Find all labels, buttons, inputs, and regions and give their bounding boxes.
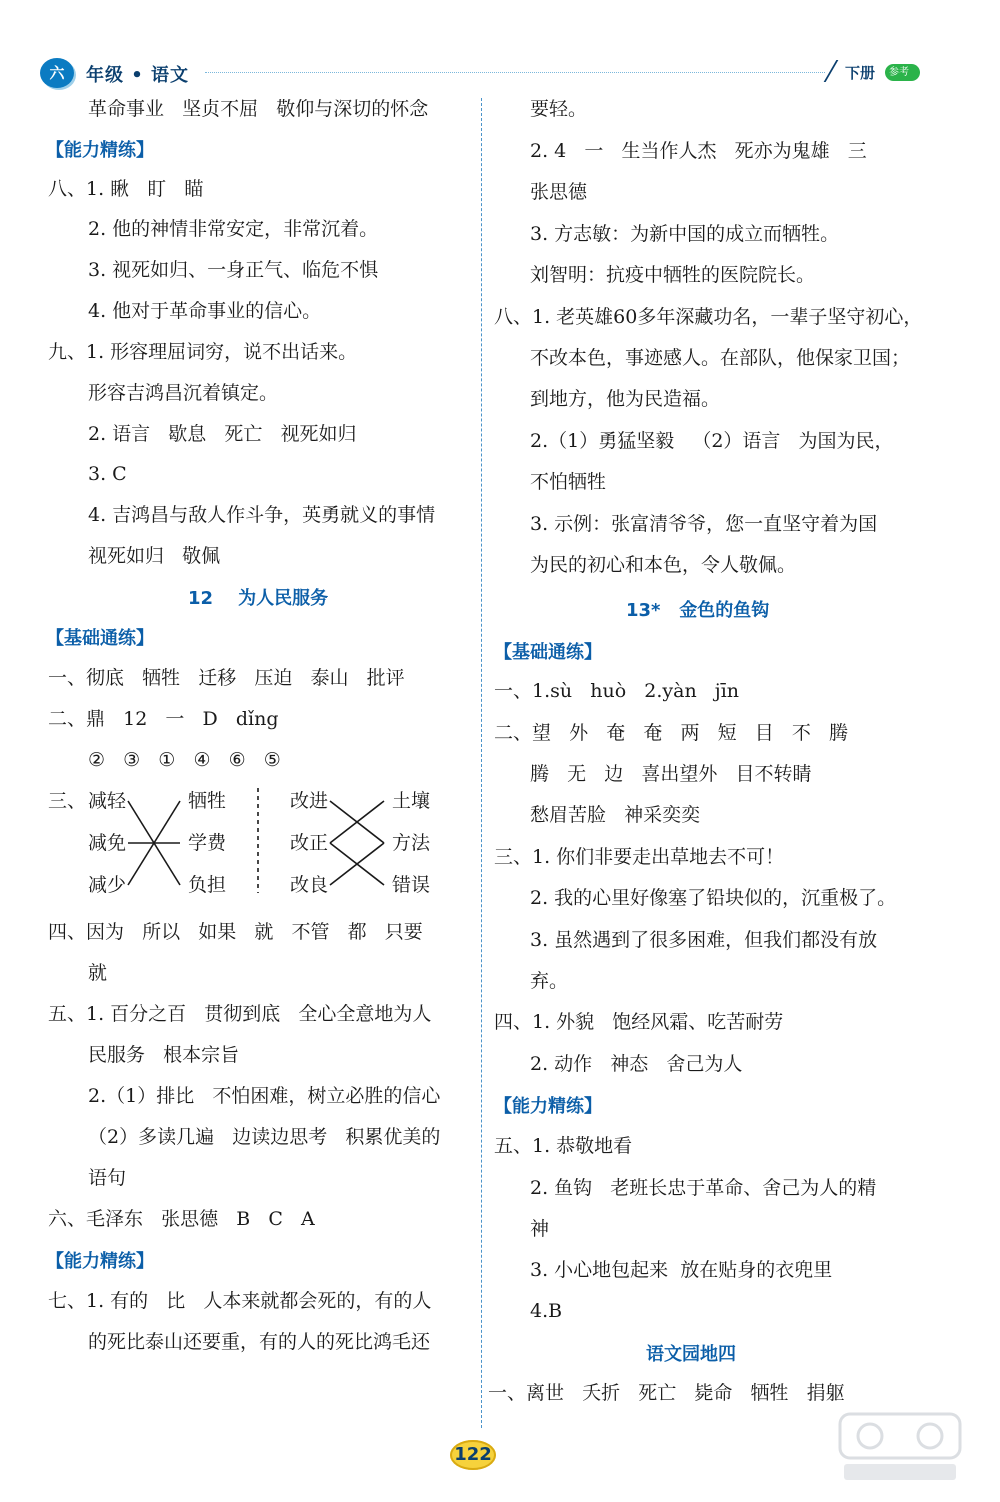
- answer-line: 不怕牺牲: [530, 471, 607, 493]
- answer-line: 不改本色，事迹感人。在部队，他保家卫国；: [530, 347, 911, 369]
- answer-line: 二、鼎 12 一 D dǐng: [48, 708, 279, 730]
- header-slash: [824, 60, 839, 82]
- answer-line: 4.B: [530, 1300, 563, 1322]
- answer-line: （2）多读几遍 边读边思考 积累优美的: [88, 1126, 441, 1148]
- answer-line: 五、1. 百分之百 贯彻到底 全心全意地为人: [48, 1003, 432, 1025]
- answer-line: 2.（1）排比 不怕困难，树立必胜的信心: [88, 1085, 441, 1107]
- answer-line: 2. 他的神情非常安定，非常沉着。: [88, 218, 379, 240]
- answer-line: 4. 他对于革命事业的信心。: [88, 300, 322, 322]
- match-word: 负担: [188, 874, 227, 896]
- answer-line: 愁眉苦脸 神采奕奕: [530, 804, 701, 826]
- answer-line: 2. 我的心里好像塞了铅块似的，沉重极了。: [530, 887, 897, 909]
- lesson-title: 12 为人民服务: [188, 588, 329, 609]
- answer-line: 2. 动作 神态 舍己为人: [530, 1053, 743, 1075]
- match-word: 方法: [392, 832, 431, 854]
- answer-line: 弃。: [530, 970, 569, 992]
- section-heading: 【基础通练】: [46, 628, 154, 649]
- answer-line: 八、1. 瞅 盯 瞄: [48, 178, 204, 200]
- answer-line: 形容吉鸿昌沉着镇定。: [88, 382, 279, 404]
- answer-line: 3. C: [88, 463, 127, 485]
- match-word: 学费: [188, 832, 227, 854]
- page-number: 122: [450, 1440, 496, 1470]
- match-word: 错误: [392, 874, 431, 896]
- header-tag: 参考答案: [885, 64, 920, 81]
- section-heading: 【基础通练】: [494, 642, 602, 663]
- match-word: 改进: [290, 790, 329, 812]
- answer-line: 民服务 根本宗旨: [88, 1044, 240, 1066]
- answer-line: 就: [88, 962, 108, 984]
- answer-line: 到地方，他为民造福。: [530, 388, 721, 410]
- answer-line: 七、1. 有的 比 人本来就都会死的，有的人: [48, 1290, 432, 1312]
- answer-line: 3. 示例：张富清爷爷，您一直坚守着为国: [530, 513, 878, 535]
- match-word: 土壤: [392, 790, 431, 812]
- answer-line: 3. 小心地包起来 放在贴身的衣兜里: [530, 1259, 833, 1281]
- header-dotted-rule: [205, 72, 825, 73]
- answer-line: 一、彻底 牺牲 迁移 压迫 泰山 批评: [48, 667, 405, 689]
- answer-line: 3. 方志敏：为新中国的成立而牺牲。: [530, 223, 840, 245]
- answer-line: 2. 鱼钩 老班长忠于革命、舍己为人的精: [530, 1177, 877, 1199]
- answer-line: 刘智明：抗疫中牺牲的医院院长。: [530, 264, 816, 286]
- answer-line: 四、1. 外貌 饱经风霜、吃苦耐劳: [494, 1011, 784, 1033]
- column-divider: [481, 98, 482, 1428]
- answer-line: 的死比泰山还要重，有的人的死比鸿毛还: [88, 1331, 431, 1353]
- answer-line: 六、毛泽东 张思德 B C A: [48, 1208, 315, 1230]
- answer-line: 一、离世 夭折 死亡 毙命 牺牲 捐躯: [488, 1382, 845, 1404]
- section-heading: 【能力精练】: [46, 140, 154, 161]
- answer-line: 三、1. 你们非要走出草地去不可！: [494, 846, 785, 868]
- grade-badge: 六: [40, 58, 74, 88]
- header-title: 年级 • 语文: [86, 65, 190, 86]
- answer-line: 五、1. 恭敬地看: [494, 1135, 633, 1157]
- answer-line: 二、望 外 奄 奄 两 短 目 不 腾: [494, 722, 848, 744]
- section-heading: 【能力精练】: [46, 1251, 154, 1272]
- answer-line: 4. 吉鸿昌与敌人作斗争，英勇就义的事情: [88, 504, 436, 526]
- answer-line: 九、1. 形容理屈词穷，说不出话来。: [48, 341, 358, 363]
- answer-line: 视死如归 敬佩: [88, 545, 221, 567]
- match-word: 改良: [290, 874, 329, 896]
- watermark-logo: [830, 1408, 970, 1488]
- match-word: 减轻: [88, 790, 127, 812]
- answer-line: 2.（1）勇猛坚毅 （2）语言 为国为民，: [530, 430, 894, 452]
- match-word: 减少: [88, 874, 127, 896]
- match-word: 牺牲: [188, 790, 227, 812]
- section-heading: 【能力精练】: [494, 1096, 602, 1117]
- answer-line: 3. 虽然遇到了很多困难，但我们都没有放: [530, 929, 878, 951]
- answer-line: 八、1. 老英雄60多年深藏功名，一辈子坚守初心，: [494, 306, 923, 328]
- header-volume: 下册: [845, 64, 876, 82]
- matching-lines: [40, 88, 478, 988]
- answer-line: 为民的初心和本色，令人敬佩。: [530, 554, 797, 576]
- answer-line: 张思德: [530, 181, 588, 203]
- lesson-title: 13* 金色的鱼钩: [626, 600, 770, 621]
- answer-line: 神: [530, 1218, 550, 1240]
- lesson-title: 语文园地四: [646, 1344, 736, 1365]
- answer-line: 3. 视死如归、一身正气、临危不惧: [88, 259, 379, 281]
- answer-line: 语句: [88, 1167, 127, 1189]
- answer-line: 2. 4 一 生当作人杰 死亦为鬼雄 三: [530, 140, 867, 162]
- answer-line: 要轻。: [530, 98, 588, 120]
- answer-line: 四、因为 所以 如果 就 不管 都 只要: [48, 921, 423, 943]
- page-header: [40, 56, 920, 95]
- answer-line: ② ③ ① ④ ⑥ ⑤: [88, 749, 281, 771]
- answer-line: 2. 语言 歇息 死亡 视死如归: [88, 423, 357, 445]
- match-word: 减免: [88, 832, 127, 854]
- match-word: 改正: [290, 832, 329, 854]
- answer-line: 三、: [48, 790, 87, 812]
- answer-line: 一、1.sù huò 2.yàn jīn: [494, 680, 740, 702]
- answer-line: 革命事业 坚贞不屈 敬仰与深切的怀念: [88, 98, 429, 120]
- answer-line: 腾 无 边 喜出望外 目不转睛: [530, 763, 812, 785]
